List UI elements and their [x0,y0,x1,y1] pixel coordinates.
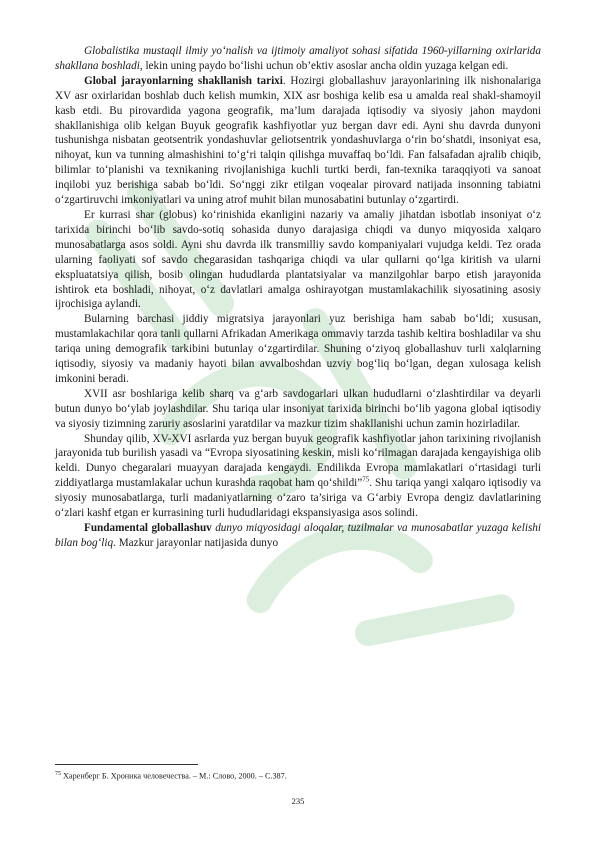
paragraph-6 [55,432,541,521]
paragraph-7 [55,521,541,551]
section-heading: Fundamental globallashuv [84,522,212,534]
paragraph-3 [55,208,541,312]
page-number: 235 [291,796,305,806]
footnote-divider [55,764,198,765]
italic-phrase: Globalistika mustaqil ilmiy yo‘nalish va ijtimoiy amaliyot sohasi sifatida 1960-yillarning oxirlarida shakllana boshladi [55,45,541,72]
paragraph-text: . Hozirgi globallashuv jarayonlarining ilk nishonalariga XV asr oxirlaridan boshlab duch kelish mumkin, XIX asr boshiga kelib esa u amalda real shakl-shamoyil kasb etdi. Bu pirovardida yagona geografik, ma’lum darajada iqtisodiy va siyosiy jahon maydoni shakllanishiga olib kelgan Buyuk geografik kashfiyotlar yuz bergan davr edi. Ayni shu davrda dunyoni tushunishga nisbatan geotsentrik yondashuvlar geliotsentrik yondashuvlarga o‘rin bo‘shatdi, insoniyat esa, nihoyat, kun va tunning almashishini to‘g‘ri talqin qilishga muvaffaq bo‘ldi. Fan falsafadan ajralib chiqib, bilimlar to‘planishi va texnikaning rivojlanishiga kuchli turtki berdi, fan-texnika taraqqiyoti va sanoat inqilobi yuz berishiga sabab bo‘ldi. So‘nggi zikr etilgan voqealar pirovard natijada insonning tabiatni o‘zgartiruvchi imkoniyatlari va uning atrof muhit bilan munosabatini butunlay o‘zgartirdi. [55,74,541,207]
italic-phrase: dunyo miqyosidagi aloqalar, tuzilmalar va munosabatlar yuzaga kelishi bilan bog‘liq. [55,522,541,549]
footnote [55,769,541,782]
paragraph-4 [55,312,541,387]
paragraph-text: . Shu tariqa yangi xalqaro iqtisodiy va siyosiy munosabatlarga, turli madaniyatlarning o‘zaro ta’siriga va G‘arbiy Evropa dengiz davlatlarining o‘zlari kashf etgan er kurrasining turli hududlaridagi ekspansiyasiga asos solindi. [55,477,541,520]
section-heading: Global jarayonlarning shakllanish tarixi [84,74,283,87]
footnote-text: Харенберг Б. Хроника человечества. – М.: Слово, 2000. – С.387. [61,771,287,781]
paragraph-text: Er kurrasi shar (globus) ko‘rinishida ekanligini nazariy va amaliy jihatdan isbotlab insoniyat o‘z tarixida birinchi bo‘lib savdo-sotiq sohasida dunyo darajasiga chiqdi va dunyo miqyosida xalqaro munosabatlarga asos soldi. Ayni shu davrda ilk transmilliy savdo kompaniyalari vujudga keldi. Tez orada ularning faoliyati sof savdo chegarasidan tashqariga chiqdi va ular qullarni qo‘lga kiritish va ularni ekspluatatsiya qilish, bosib olingan hududlarda plantatsiyalar va manzilgohlar barpo etish jarayonida ishtirok eta boshladi, nihoyat, o‘z davlatlari amalga oshirayotgan mustamlakachilik siyosatining asosiy ijrochisiga aylandi. [55,208,541,311]
paragraph-text: XVII asr boshlariga kelib sharq va g‘arb savdogarlari ulkan hududlarni o‘zlashtirdilar va deyarli butun dunyo bo‘ylab joylashdilar. Shu tariqa ular insoniyat tarixida birinchi bo‘lib yagona global iqtisodiy va siyosiy tizimning zaruriy asoslarini yaratdilar va mazkur tizim shakllanishi uchun zamin hozirladilar. [55,387,541,430]
paragraph-text: Shunday qilib, XV-XVI asrlarda yuz bergan buyuk geografik kashfiyotlar jahon tarixining rivojlanish jarayonida tub burilish yasadi va “Evropa siyosatining keskin, misli ko‘rilmagan darajada kengayishiga olib keldi. Dunyo chegaralari muayyan darajada kengaydi. Endilikda Evropa mamlakatlari o‘rtasidagi turli ziddiyatlarga mustamlakalar uchun kurashda raqobat ham qo‘shildi” [55,432,541,490]
paragraph-text: Bularning barchasi jiddiy migratsiya jarayonlari yuz berishiga ham sabab bo‘ldi; xususan, mustamlakachilar qora tanli qullarni Afrikadan Amerikaga ommaviy tarzda tashib keltira boshladilar va shu tariqa uning demografik tarkibini butunlay o‘zgartirdilar. Shuning o‘ziyoq globallashuv turli xalqlarning iqtisodiy, siyosiy va madaniy hayoti bilan avvalboshdan uzviy bog‘liq bo‘lgan, degan xulosaga kelish imkonini beradi. [55,313,541,385]
document-body [55,44,541,551]
footnote-mark: 75 [55,771,61,777]
paragraph-1 [55,44,541,74]
footnote-reference[interactable]: 75 [362,475,370,484]
paragraph-5 [55,387,541,432]
paragraph-text: , lekin uning paydo bo‘lishi uchun ob’ektiv asoslar ancha oldin yuzaga kelgan edi. [139,59,509,72]
paragraph-2 [55,74,541,208]
paragraph-text: Mazkur jarayonlar natijasida dunyo [115,536,279,549]
